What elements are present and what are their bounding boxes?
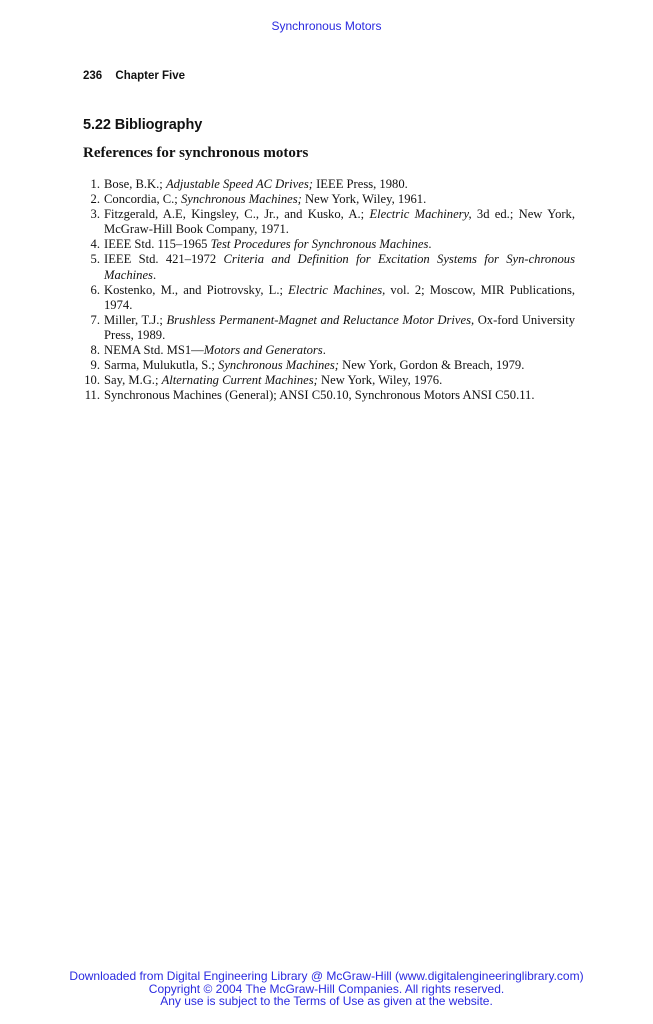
running-head: [83, 70, 185, 82]
reference-item: 1. Bose, B.K.; Adjustable Speed AC Drives; IEEE Press, 1980.: [90, 177, 408, 191]
footer-copyright-link[interactable]: Copyright © 2004 The McGraw-Hill Companies. All rights reserved.: [148, 981, 505, 996]
footer-download-link[interactable]: Downloaded from Digital Engineering Library @ McGraw-Hill (www.digitalengineeringlibrary.com): [69, 969, 584, 983]
reference-item: 10. Say, M.G.; Alternating Current Machines; New York, Wiley, 1976.: [84, 373, 443, 388]
section-title: 5.22 Bibliography: [83, 117, 203, 133]
top-link-synchronous-motors[interactable]: Synchronous Motors: [271, 19, 382, 33]
page-number: 236: [83, 70, 103, 82]
reference-item: 11. Synchronous Machines (General); ANSI C50.10, Synchronous Motors ANSI C50.11.: [84, 388, 535, 403]
reference-item: 7. Miller, T.J.; Brushless Permanent-Magnet and Reluctance Motor Drives, Ox-ford University Press, 1989.: [90, 312, 575, 342]
reference-item: 2. Concordia, C.; Synchronous Machines; New York, Wiley, 1961.: [90, 192, 427, 207]
reference-item: 3. Fitzgerald, A.E, Kingsley, C., Jr., and Kusko, A.; Electric Machinery, 3d ed.; New York, McGraw-Hill Book Company, 1971.: [90, 207, 576, 237]
reference-item: 5. IEEE Std. 421–1972 Criteria and Definition for Excitation Systems for Syn-chronous Machines.: [90, 252, 575, 282]
chapter-label: Chapter Five: [115, 70, 186, 82]
reference-item: 9. Sarma, Mulukutla, S.; Synchronous Machines; New York, Gordon & Breach, 1979.: [90, 358, 525, 373]
reference-item: 6. Kostenko, M., and Piotrovsky, L.; Electric Machines, vol. 2; Moscow, MIR Publications, 1974.: [90, 282, 575, 312]
reference-list: [83, 177, 575, 403]
footer-notice: [0, 970, 653, 1008]
subsection-title: References for synchronous motors: [83, 145, 309, 161]
reference-item: 4. IEEE Std. 115–1965 Test Procedures for Synchronous Machines.: [90, 237, 432, 252]
footer-terms-link[interactable]: Any use is subject to the Terms of Use as given at the website.: [160, 994, 493, 1009]
reference-item: 8. NEMA Std. MS1—Motors and Generators.: [90, 343, 326, 358]
